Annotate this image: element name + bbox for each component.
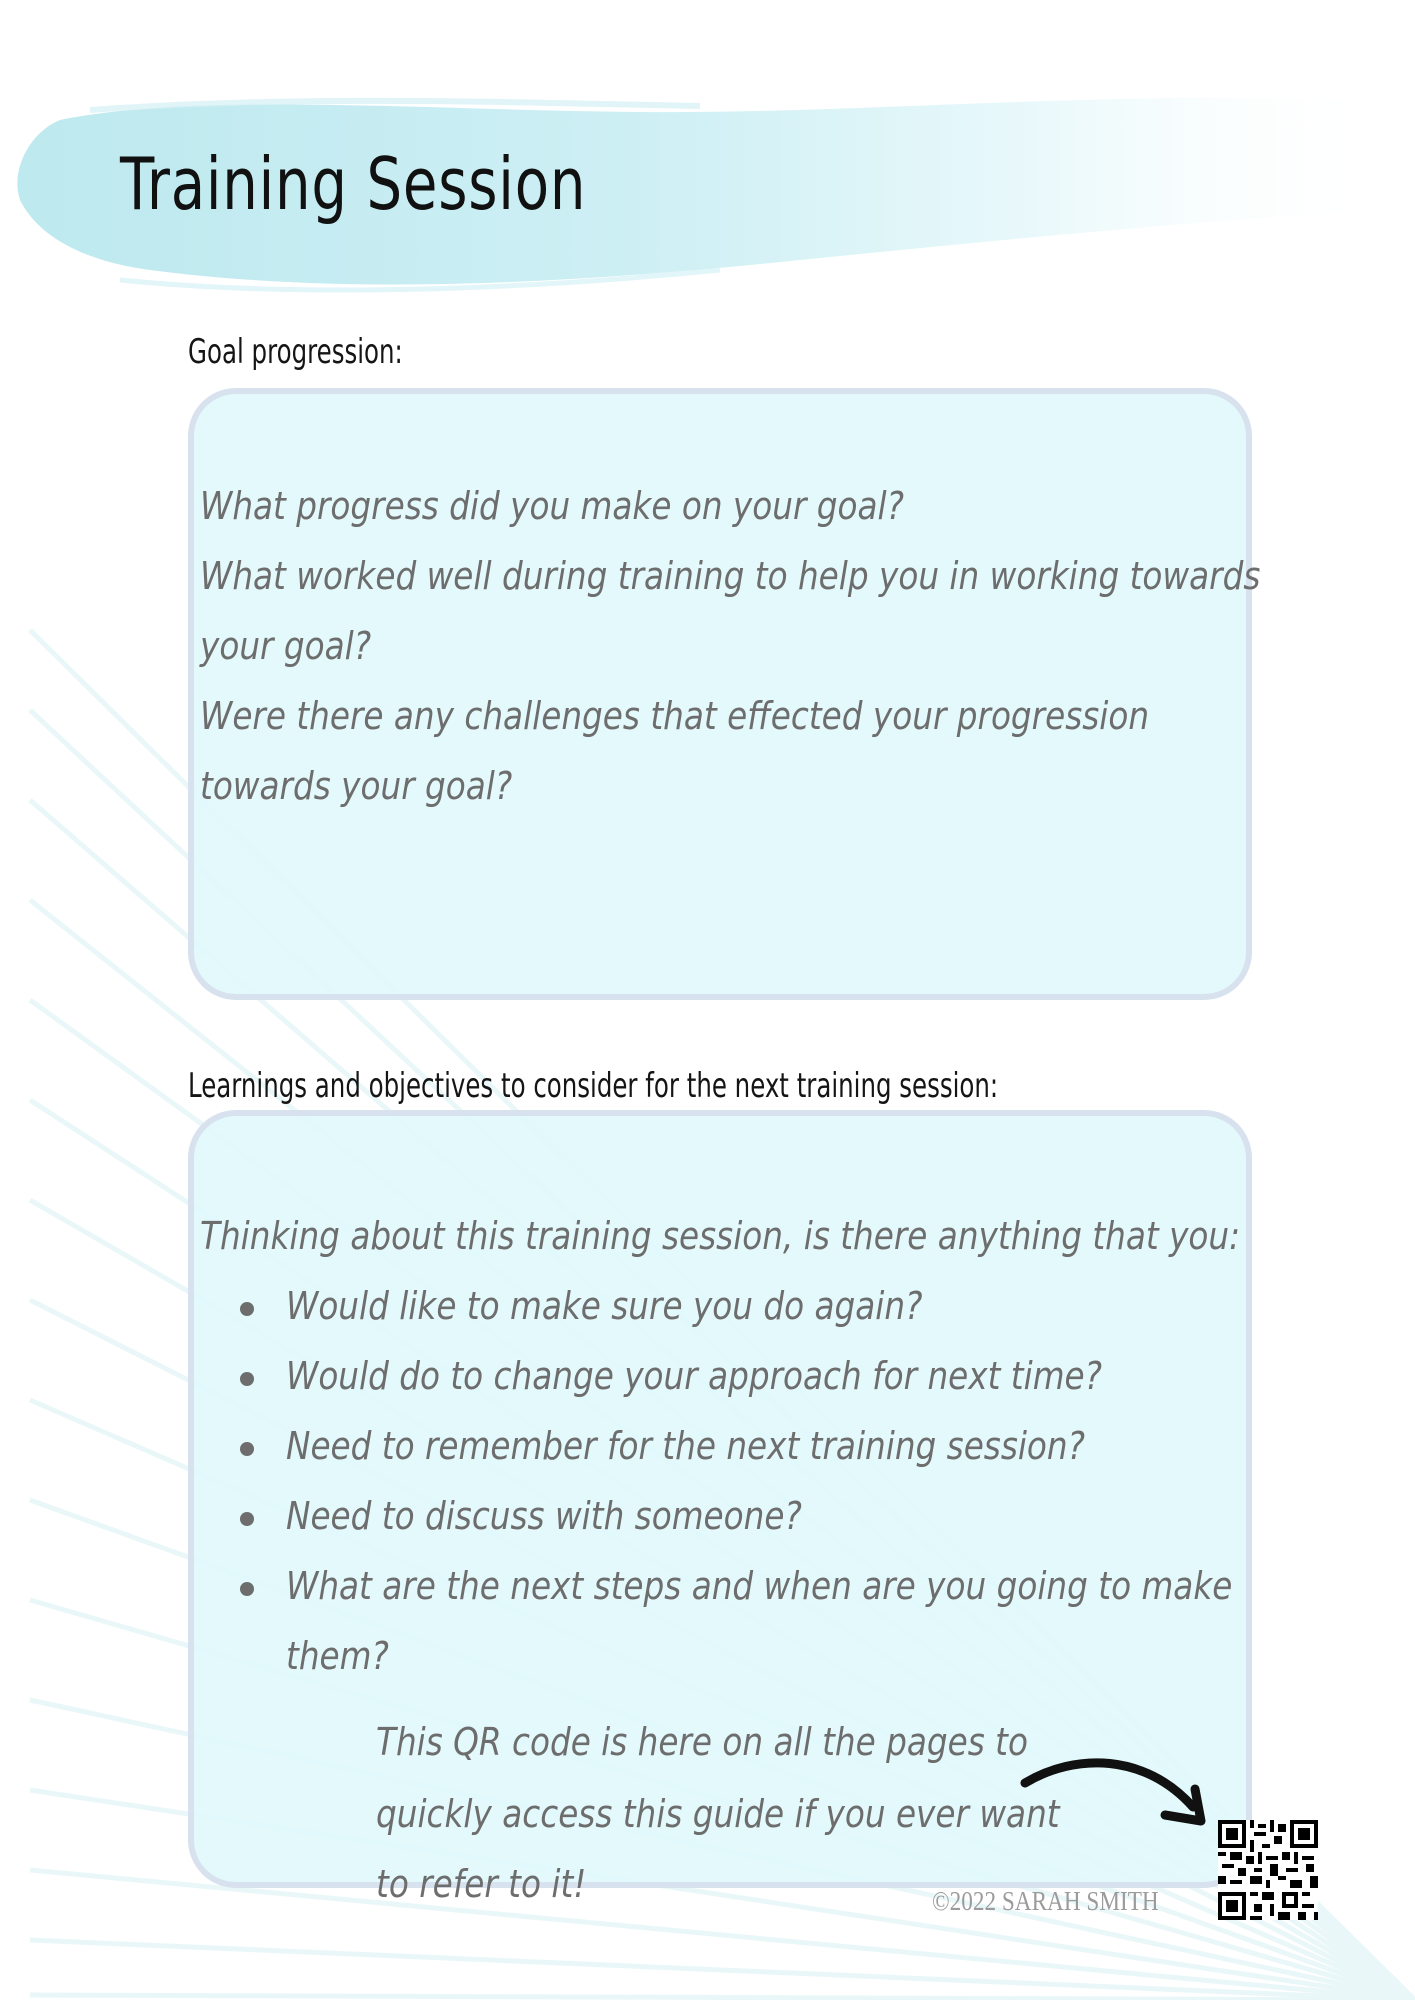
page-title: Training Session — [120, 142, 587, 226]
learnings-bullet-5-cont: them? — [286, 1634, 389, 1678]
learnings-bullet-3: Need to remember for the next training session? — [286, 1424, 1085, 1468]
copyright-text: ©2022 SARAH SMITH — [932, 1886, 1159, 1916]
learnings-intro: Thinking about this training session, is there anything that you: — [200, 1214, 1241, 1258]
goal-prompt-2-cont: your goal? — [200, 624, 372, 668]
bullet-dot — [240, 1372, 254, 1386]
curved-arrow-icon — [1015, 1745, 1215, 1835]
goal-prompt-3-cont: towards your goal? — [200, 764, 513, 808]
bullet-dot — [240, 1512, 254, 1526]
learnings-bullet-4: Need to discuss with someone? — [286, 1494, 802, 1538]
learnings-label: Learnings and objectives to consider for the next training session: — [188, 1066, 999, 1106]
learnings-bullet-1: Would like to make sure you do again? — [286, 1284, 923, 1328]
goal-prompt-1: What progress did you make on your goal? — [200, 484, 904, 528]
goal-prompt-3: Were there any challenges that effected your progression — [200, 694, 1150, 738]
goal-progression-label: Goal progression: — [188, 332, 403, 372]
bullet-dot — [240, 1582, 254, 1596]
qr-note-line-2: quickly access this guide if you ever want — [376, 1792, 1060, 1836]
qr-note-line-3: to refer to it! — [376, 1862, 587, 1906]
goal-prompt-2: What worked well during training to help you in working towards — [200, 554, 1261, 598]
learnings-bullet-2: Would do to change your approach for next time? — [286, 1354, 1102, 1398]
learnings-bullet-5: What are the next steps and when are you going to make — [286, 1564, 1233, 1608]
qr-note-line-1: This QR code is here on all the pages to — [376, 1720, 1028, 1764]
qr-code-icon[interactable] — [1218, 1820, 1318, 1920]
bullet-dot — [240, 1442, 254, 1456]
bullet-dot — [240, 1302, 254, 1316]
